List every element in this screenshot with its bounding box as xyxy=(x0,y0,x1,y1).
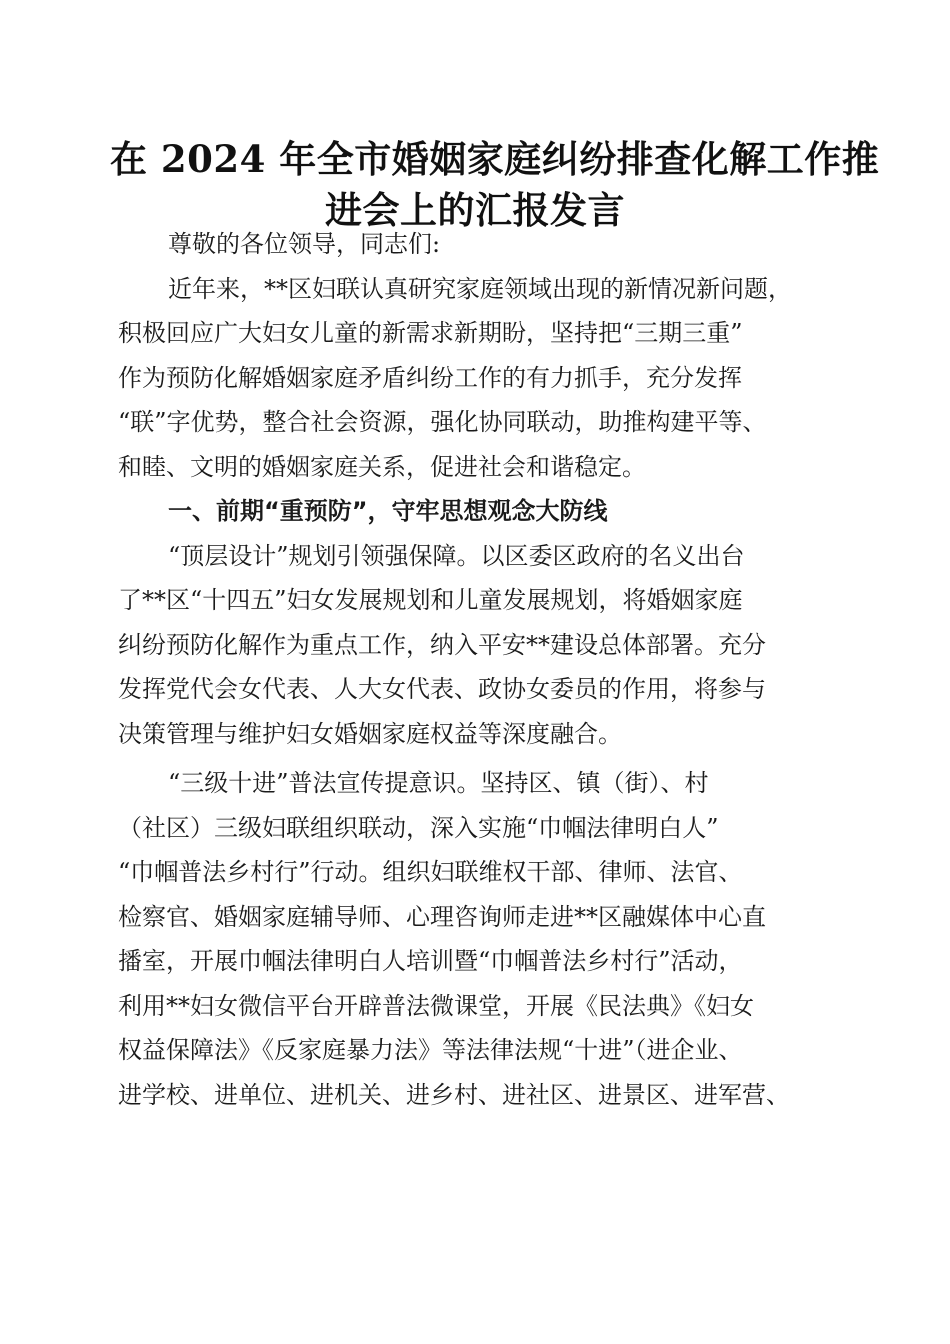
salutation: 尊敬的各位领导，同志们: xyxy=(168,230,441,258)
paragraph-line: （社区）三级妇联组织联动，深入实施“巾帼法律明白人” xyxy=(118,813,719,842)
intro-line: 作为预防化解婚姻家庭矛盾纠纷工作的有力抓手，充分发挥 xyxy=(118,363,742,392)
paragraph-line: 播室，开展巾帼法律明白人培训暨“巾帼普法乡村行”活动， xyxy=(118,947,743,975)
document-title xyxy=(110,134,880,236)
intro-line: 和睦、文明的婚姻家庭关系，促进社会和谐稳定。 xyxy=(118,452,646,481)
paragraph-line: 发挥党代会女代表、人大女代表、政协女委员的作用，将参与 xyxy=(118,675,766,703)
paragraph-line: 检察官、婚姻家庭辅导师、心理咨询师走进**区融媒体中心直 xyxy=(118,902,766,931)
paragraph-line: 利用**妇女微信平台开辟普法微课堂，开展《民法典》《妇女 xyxy=(118,991,754,1020)
paragraph-line: 决策管理与维护妇女婚姻家庭权益等深度融合。 xyxy=(118,719,622,748)
paragraph-line: “巾帼普法乡村行”行动。组织妇联维权干部、律师、法官、 xyxy=(118,858,743,886)
intro-line: “联”字优势，整合社会资源，强化协同联动，助推构建平等、 xyxy=(118,408,767,436)
paragraph-top-level-design xyxy=(118,534,828,757)
intro-line: 积极回应广大妇女儿童的新需求新期盼，坚持把“三期三重” xyxy=(118,319,743,347)
intro-paragraph xyxy=(118,267,828,490)
paragraph-line: 了**区“十四五”妇女发展规划和儿童发展规划，将婚姻家庭 xyxy=(118,586,743,614)
title-line-2: 进会上的汇报发言 xyxy=(325,188,625,232)
intro-line: 近年来，**区妇联认真研究家庭领域出现的新情况新问题， xyxy=(168,274,792,303)
paragraph-line: 进学校、进单位、进机关、进乡村、进社区、进景区、进军营、 xyxy=(118,1080,790,1109)
paragraph-line: 权益保障法》《反家庭暴力法》等法律法规“十进”（进企业、 xyxy=(118,1036,743,1064)
paragraph-legal-publicity xyxy=(118,761,828,1117)
paragraph-line: “顶层设计”规划引领强保障。以区委区政府的名义出台 xyxy=(168,541,745,570)
document-body xyxy=(118,222,828,1117)
paragraph-line: “三级十进”普法宣传提意识。坚持区、镇（街）、村 xyxy=(168,769,709,797)
paragraph-line: 纠纷预防化解作为重点工作，纳入平安**建设总体部署。充分 xyxy=(118,630,766,659)
section-heading: 一、前期“重预防”，守牢思想观念大防线 xyxy=(168,497,608,525)
title-line-1: 在 2024 年全市婚姻家庭纠纷排查化解工作推 xyxy=(110,137,880,181)
